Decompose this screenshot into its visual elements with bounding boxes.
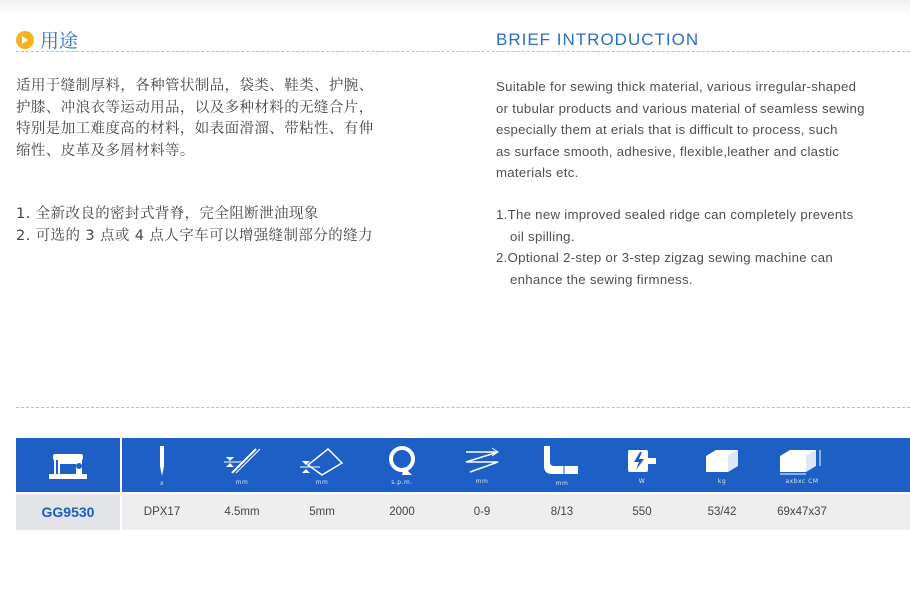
spec-value-zigzag: 0-9 <box>473 506 491 518</box>
en-feature-1-cont: oil spilling. <box>510 228 575 244</box>
spec-value-motor: 550 <box>632 506 652 518</box>
en-feature-1: 1.The new improved sealed ridge can completely prevents <box>496 207 854 222</box>
weight-icon <box>702 446 742 476</box>
play-bullet-icon <box>16 31 34 49</box>
cn-feature: 2. 可选的 3 点或 4 点人字车可以增强缝制部分的缝力 <box>16 227 373 244</box>
en-features <box>496 204 853 290</box>
spec-value-package-size: 69x47x37 <box>777 506 827 518</box>
speed-spec-icon-cell <box>362 438 442 492</box>
needle-spec-icon-cell <box>122 438 202 492</box>
stitch-length-unit: mm <box>235 478 249 486</box>
speed-unit: s.p.m. <box>391 478 413 486</box>
stitch-length-icon <box>222 445 262 477</box>
cn-title: 用途 <box>40 30 79 52</box>
arm-space-spec-icon-cell <box>522 438 602 492</box>
motor-spec-icon-cell <box>602 438 682 492</box>
arm-space-unit: mm <box>555 479 569 487</box>
zigzag-width-icon <box>462 446 502 476</box>
en-line: especially them at erials that is difficult to process, such <box>496 122 838 137</box>
spec-value-presser-lift: 5mm <box>309 506 335 518</box>
stitch-length-spec-icon-cell <box>202 438 282 492</box>
top-divider <box>16 51 910 52</box>
top-band <box>0 0 910 14</box>
cn-line: 特别是加工难度高的材料，如表面滑溜、带粘性、有伸 <box>16 121 374 137</box>
cn-description <box>16 76 374 162</box>
needle-icon <box>155 444 169 478</box>
package-size-icon <box>776 446 828 476</box>
en-line: materials etc. <box>496 165 579 180</box>
en-feature-2: 2.Optional 2-step or 3-step zigzag sewing machine can <box>496 250 833 265</box>
spec-row <box>16 494 910 530</box>
en-line: as surface smooth, adhesive, flexible,leather and clastic <box>496 143 840 159</box>
speed-icon <box>386 445 418 477</box>
cn-line: 缩性、皮革及多屑材料等。 <box>16 142 195 159</box>
zigzag-unit: mm <box>475 477 489 485</box>
motor-icon <box>624 446 660 476</box>
motor-unit: W <box>638 477 646 485</box>
en-title: BRIEF INTRODUCTION <box>496 30 700 49</box>
en-line: Suitable for sewing thick material, various irregular-shaped <box>496 79 857 94</box>
cn-line: 适用于缝制厚料，各种管状制品，袋类、鞋类、护腕、 <box>16 78 374 94</box>
weight-unit: kg <box>717 477 727 485</box>
spec-value-stitch-length: 4.5mm <box>224 506 260 518</box>
package-size-unit: axbxc CM <box>785 477 819 485</box>
sewing-machine-icon <box>16 438 122 492</box>
presser-lift-unit: mm <box>315 478 329 486</box>
cn-line: 护膝、冲浪衣等运动用品，以及多种材料的无缝合片， <box>16 99 374 116</box>
spec-icon-header <box>16 438 910 492</box>
bottom-divider <box>16 407 910 408</box>
presser-lift-icon <box>300 445 344 477</box>
spec-value-weight: 53/42 <box>707 506 737 518</box>
presser-lift-spec-icon-cell <box>282 438 362 492</box>
weight-spec-icon-cell <box>682 438 762 492</box>
needle-unit: x <box>159 479 165 487</box>
cn-features <box>16 204 373 247</box>
package-size-spec-icon-cell <box>762 438 842 492</box>
spec-value-speed: 2000 <box>389 506 415 518</box>
cn-section-title <box>16 26 78 53</box>
spec-value-arm-space: 8/13 <box>550 506 574 518</box>
spec-value-needle: DPX17 <box>143 506 181 518</box>
en-description <box>496 76 865 184</box>
cn-feature: 1. 全新改良的密封式背脊，完全阻断泄油现象 <box>16 206 319 222</box>
zigzag-spec-icon-cell <box>442 438 522 492</box>
arm-space-icon <box>540 444 584 478</box>
en-line: or tubular products and various material of seamless sewing <box>496 100 865 116</box>
en-feature-2-cont: enhance the sewing firmness. <box>510 271 693 287</box>
model-name: GG9530 <box>16 494 122 530</box>
